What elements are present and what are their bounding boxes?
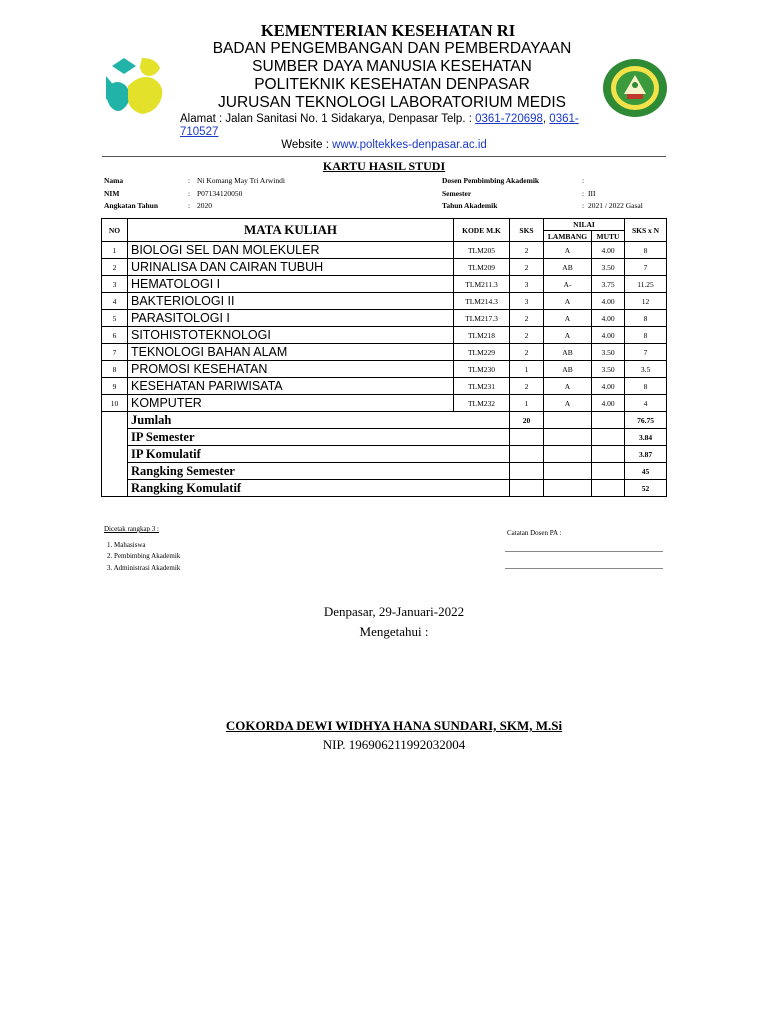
summary-value: 76.75 bbox=[625, 412, 667, 429]
row-code: TLM209 bbox=[454, 259, 510, 276]
grades-table bbox=[101, 218, 667, 497]
school-name: POLITEKNIK KESEHATAN DENPASAR bbox=[254, 76, 530, 93]
academic-year-label: Tahun Akademik bbox=[442, 201, 498, 210]
header-divider bbox=[102, 156, 666, 157]
document-title: KARTU HASIL STUDI bbox=[322, 159, 446, 173]
row-mutu: 4.00 bbox=[592, 242, 625, 259]
summary-label: Rangking Komulatif bbox=[128, 480, 510, 497]
row-no: 10 bbox=[102, 395, 128, 412]
advisor-colon: : bbox=[582, 176, 585, 185]
nim-label: NIM bbox=[104, 189, 120, 198]
summary-row-ip-komulatif bbox=[102, 446, 667, 463]
copy-item: 1. Mahasiswa bbox=[107, 541, 146, 549]
row-lambang: AB bbox=[544, 361, 592, 378]
student-year: 2020 bbox=[197, 201, 212, 210]
year-colon: : bbox=[188, 201, 191, 210]
row-lambang: AB bbox=[544, 344, 592, 361]
summary-empty bbox=[544, 412, 592, 429]
row-sksxn: 7 bbox=[625, 259, 667, 276]
row-code: TLM217.3 bbox=[454, 310, 510, 327]
semester-colon: : bbox=[582, 189, 585, 198]
row-sks: 2 bbox=[510, 259, 544, 276]
summary-sks bbox=[510, 446, 544, 463]
row-code: TLM214.3 bbox=[454, 293, 510, 310]
table-row bbox=[102, 276, 667, 293]
summary-label: IP Komulatif bbox=[128, 446, 510, 463]
header-nilai: NILAI bbox=[544, 219, 625, 231]
summary-value: 3.84 bbox=[625, 429, 667, 446]
row-course: KESEHATAN PARIWISATA bbox=[128, 378, 454, 395]
print-copies-title: Dicetak rangkap 3 : bbox=[104, 525, 160, 533]
row-lambang: A bbox=[544, 310, 592, 327]
summary-value: 52 bbox=[625, 480, 667, 497]
row-course: BIOLOGI SEL DAN MOLEKULER bbox=[128, 242, 454, 259]
row-course: KOMPUTER bbox=[128, 395, 454, 412]
summary-sks: 20 bbox=[510, 412, 544, 429]
row-no: 7 bbox=[102, 344, 128, 361]
row-no: 5 bbox=[102, 310, 128, 327]
summary-label: Jumlah bbox=[128, 412, 510, 429]
phone-link-2b[interactable]: 710527 bbox=[180, 126, 219, 138]
poltekkes-seal-icon bbox=[602, 58, 668, 118]
summary-label: IP Semester bbox=[128, 429, 510, 446]
notes-line bbox=[505, 551, 663, 552]
row-lambang: A bbox=[544, 327, 592, 344]
row-sksxn: 8 bbox=[625, 378, 667, 395]
row-sksxn: 12 bbox=[625, 293, 667, 310]
table-row bbox=[102, 395, 667, 412]
row-no: 9 bbox=[102, 378, 128, 395]
phone-link-1[interactable]: 0361-720698 bbox=[475, 113, 543, 125]
copy-item: 3. Administrasi Akademik bbox=[107, 564, 181, 572]
row-lambang: A bbox=[544, 242, 592, 259]
advisor-label: Dosen Pembimbing Akademik bbox=[442, 176, 540, 185]
table-row bbox=[102, 344, 667, 361]
summary-empty bbox=[592, 412, 625, 429]
table-row bbox=[102, 378, 667, 395]
row-mutu: 3.50 bbox=[592, 344, 625, 361]
address-text: Alamat : Jalan Sanitasi No. 1 Sidakarya, Denpasar Telp. : bbox=[180, 113, 476, 125]
row-mutu: 3.50 bbox=[592, 259, 625, 276]
table-row bbox=[102, 361, 667, 378]
student-nim: P07134120050 bbox=[197, 189, 243, 198]
row-sks: 2 bbox=[510, 310, 544, 327]
row-sksxn: 7 bbox=[625, 344, 667, 361]
row-lambang: AB bbox=[544, 259, 592, 276]
row-sks: 2 bbox=[510, 242, 544, 259]
row-mutu: 4.00 bbox=[592, 310, 625, 327]
agency-name-2: SUMBER DAYA MANUSIA KESEHATAN bbox=[252, 58, 532, 75]
signer-name: COKORDA DEWI WIDHYA HANA SUNDARI, SKM, M.Si bbox=[225, 718, 563, 733]
row-sks: 3 bbox=[510, 276, 544, 293]
table-row bbox=[102, 259, 667, 276]
row-no: 3 bbox=[102, 276, 128, 293]
phone-link-2a[interactable]: 0361- bbox=[549, 113, 579, 125]
name-label: Nama bbox=[104, 176, 124, 185]
phone-separator: , bbox=[542, 113, 550, 125]
row-code: TLM232 bbox=[454, 395, 510, 412]
student-name: Ni Komang May Tri Arwindi bbox=[197, 176, 285, 185]
row-sksxn: 11.25 bbox=[625, 276, 667, 293]
row-sks: 2 bbox=[510, 344, 544, 361]
summary-empty bbox=[544, 429, 592, 446]
header-sksxn: SKS x N bbox=[625, 219, 667, 242]
summary-value: 3.87 bbox=[625, 446, 667, 463]
table-row bbox=[102, 327, 667, 344]
summary-label: Rangking Semester bbox=[128, 463, 510, 480]
row-course: URINALISA DAN CAIRAN TUBUH bbox=[128, 259, 454, 276]
nim-colon: : bbox=[188, 189, 191, 198]
table-row bbox=[102, 293, 667, 310]
table-row bbox=[102, 242, 667, 259]
row-sksxn: 3.5 bbox=[625, 361, 667, 378]
row-course: PARASITOLOGI I bbox=[128, 310, 454, 327]
row-code: TLM230 bbox=[454, 361, 510, 378]
row-no: 2 bbox=[102, 259, 128, 276]
website-link[interactable]: www.poltekkes-denpasar.ac.id bbox=[332, 139, 487, 151]
row-no: 4 bbox=[102, 293, 128, 310]
summary-sks bbox=[510, 480, 544, 497]
acknowledged-label: Mengetahui : bbox=[359, 624, 429, 639]
year-label: Angkatan Tahun bbox=[104, 201, 158, 210]
row-lambang: A- bbox=[544, 276, 592, 293]
summary-empty bbox=[544, 480, 592, 497]
table-row bbox=[102, 310, 667, 327]
summary-sks bbox=[510, 463, 544, 480]
row-no: 1 bbox=[102, 242, 128, 259]
row-code: TLM211.3 bbox=[454, 276, 510, 293]
header-mutu: MUTU bbox=[592, 231, 625, 242]
address bbox=[180, 113, 600, 139]
row-course: BAKTERIOLOGI II bbox=[128, 293, 454, 310]
academic-year-value: 2021 / 2022 Gasal bbox=[588, 201, 643, 210]
row-code: TLM231 bbox=[454, 378, 510, 395]
copy-item: 2. Pembimbing Akademik bbox=[107, 552, 181, 560]
advisor-notes-label: Catatan Dosen PA : bbox=[507, 529, 562, 537]
row-mutu: 4.00 bbox=[592, 395, 625, 412]
row-sks: 1 bbox=[510, 395, 544, 412]
signer-nip: NIP. 196906211992032004 bbox=[322, 737, 466, 752]
letterhead bbox=[0, 0, 768, 160]
row-sks: 2 bbox=[510, 327, 544, 344]
summary-value: 45 bbox=[625, 463, 667, 480]
header-course: MATA KULIAH bbox=[128, 219, 454, 242]
website-line bbox=[0, 139, 768, 151]
summary-empty bbox=[592, 480, 625, 497]
semester-value: III bbox=[588, 189, 596, 198]
academic-year-colon: : bbox=[582, 201, 585, 210]
row-lambang: A bbox=[544, 293, 592, 310]
row-sks: 1 bbox=[510, 361, 544, 378]
row-code: TLM218 bbox=[454, 327, 510, 344]
row-lambang: A bbox=[544, 395, 592, 412]
row-course: HEMATOLOGI I bbox=[128, 276, 454, 293]
row-sksxn: 8 bbox=[625, 242, 667, 259]
row-sksxn: 8 bbox=[625, 327, 667, 344]
notes-line bbox=[505, 568, 663, 569]
name-colon: : bbox=[188, 176, 191, 185]
summary-empty bbox=[592, 463, 625, 480]
summary-row-jumlah bbox=[102, 412, 667, 429]
row-code: TLM229 bbox=[454, 344, 510, 361]
place-date: Denpasar, 29-Januari-2022 bbox=[323, 604, 465, 619]
row-sksxn: 4 bbox=[625, 395, 667, 412]
header-code: KODE M.K bbox=[454, 219, 510, 242]
semester-label: Semester bbox=[442, 189, 472, 198]
agency-name: BADAN PENGEMBANGAN DAN PEMBERDAYAAN bbox=[212, 40, 572, 57]
website-label: Website : bbox=[281, 139, 333, 151]
header-sks: SKS bbox=[510, 219, 544, 242]
row-mutu: 3.50 bbox=[592, 361, 625, 378]
summary-empty bbox=[592, 446, 625, 463]
row-code: TLM205 bbox=[454, 242, 510, 259]
row-mutu: 3.75 bbox=[592, 276, 625, 293]
summary-empty bbox=[592, 429, 625, 446]
row-mutu: 4.00 bbox=[592, 293, 625, 310]
row-sksxn: 8 bbox=[625, 310, 667, 327]
summary-sks bbox=[510, 429, 544, 446]
header-lambang: LAMBANG bbox=[544, 231, 592, 242]
row-course: TEKNOLOGI BAHAN ALAM bbox=[128, 344, 454, 361]
summary-empty bbox=[544, 463, 592, 480]
row-no: 6 bbox=[102, 327, 128, 344]
summary-row-ip-semester bbox=[102, 429, 667, 446]
ministry-name: KEMENTERIAN KESEHATAN RI bbox=[260, 21, 516, 40]
row-mutu: 4.00 bbox=[592, 378, 625, 395]
row-mutu: 4.00 bbox=[592, 327, 625, 344]
header-no: NO bbox=[102, 219, 128, 242]
row-course: SITOHISTOTEKNOLOGI bbox=[128, 327, 454, 344]
summary-blank-cell bbox=[102, 412, 128, 497]
summary-row-rank-komulatif bbox=[102, 480, 667, 497]
row-sks: 2 bbox=[510, 378, 544, 395]
department-name: JURUSAN TEKNOLOGI LABORATORIUM MEDIS bbox=[218, 94, 566, 111]
summary-row-rank-semester bbox=[102, 463, 667, 480]
summary-empty bbox=[544, 446, 592, 463]
row-lambang: A bbox=[544, 378, 592, 395]
row-sks: 3 bbox=[510, 293, 544, 310]
row-no: 8 bbox=[102, 361, 128, 378]
row-course: PROMOSI KESEHATAN bbox=[128, 361, 454, 378]
